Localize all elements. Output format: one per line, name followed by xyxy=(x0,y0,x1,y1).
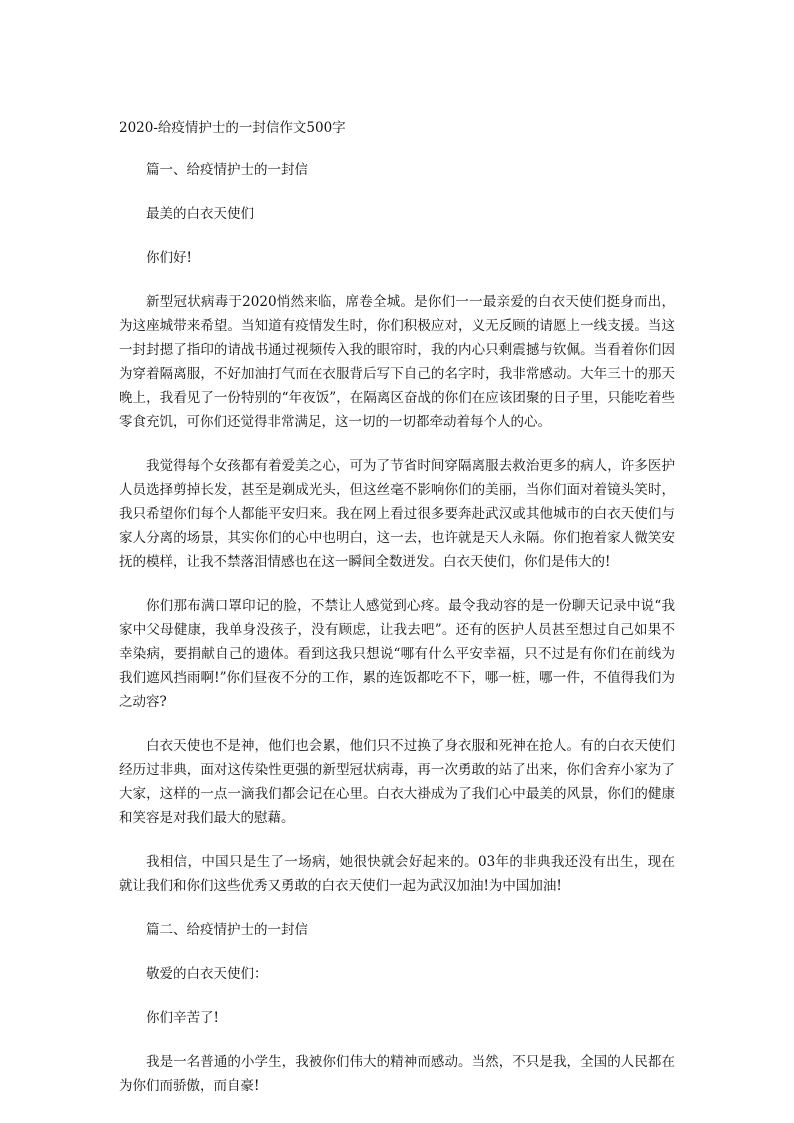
body-paragraph: 我相信，中国只是生了一场病，她很快就会好起来的。03年的非典我还没有出生，现在就让我们和你们这些优秀又勇敢的白衣天使们一起为武汉加油!为中国加油! xyxy=(119,854,675,894)
body-paragraph: 我是一名普通的小学生，我被你们伟大的精神而感动。当然，不只是我，全国的人民都在为你们而骄傲，而自豪! xyxy=(119,1054,675,1094)
body-paragraph: 新型冠状病毒于2020悄然来临，席卷全城。是你们一一最亲爱的白衣天使们挺身而出，为这座城带来希望。当知道有疫情发生时，你们积极应对，义无反顾的请愿上一线支援。当这一封封摁了指印的请战书通过视频传入我的眼帘时，我的内心只剩震撼与钦佩。当看着你们因为穿着隔离服，不好加油打气而在衣服背后写下自己的名字时，我非常感动。大年三十的那天晚上，我看见了一份特别的“年夜饭”，在隔离区奋战的你们在应该团聚的日子里，只能吃着些零食充饥，可你们还觉得非常满足，这一切的一切都牵动着每个人的心。 xyxy=(119,294,675,430)
salutation-1: 最美的白衣天使们 xyxy=(146,206,254,222)
body-paragraph: 你们那布满口罩印记的脸，不禁让人感觉到心疼。最令我动容的是一份聊天记录中说“我家中父母健康，我单身没孩子，没有顾虑，让我去吧”。还有的医护人员甚至想过自己如果不幸染病，要捐献自己的遗体。看到这我只想说“哪有什么平安幸福，只不过是有你们在前线为我们遮风挡雨啊!”你们昼夜不分的工作，累的连饭都吃不下，哪一桩，哪一件，不值得我们为之动容? xyxy=(119,598,675,710)
document-body xyxy=(119,158,675,1118)
greeting-1: 你们好! xyxy=(146,250,192,266)
section-heading-2: 篇二、给疫情护士的一封信 xyxy=(146,922,308,938)
section-heading-1: 篇一、给疫情护士的一封信 xyxy=(146,162,308,178)
document-title: 2020-给疫情护士的一封信作文500字 xyxy=(119,120,346,136)
salutation-2: 敬爱的白衣天使们： xyxy=(146,966,268,982)
body-paragraph: 我觉得每个女孩都有着爱美之心，可为了节省时间穿隔离服去救治更多的病人，许多医护人员选择剪掉长发，甚至是剃成光头，但这丝毫不影响你们的美丽，当你们面对着镜头笑时，我只希望你们每个人都能平安归来。我在网上看过很多要奔赴武汉或其他城市的白衣天使们与家人分离的场景，其实你们的心中也明白，这一去，也许就是天人永隔。你们抱着家人微笑安抚的模样，让我不禁落泪情感也在这一瞬间全数迸发。白衣天使们，你们是伟大的! xyxy=(119,458,675,570)
body-paragraph: 白衣天使也不是神，他们也会累，他们只不过换了身衣服和死神在抢人。有的白衣天使们经历过非典，面对这传染性更强的新型冠状病毒，再一次勇敢的站了出来，你们舍弃小家为了大家，这样的一点一滴我们都会记在心里。白衣大褂成为了我们心中最美的风景，你们的健康和笑容是对我们最大的慰藉。 xyxy=(119,738,675,826)
greeting-2: 你们辛苦了! xyxy=(146,1010,219,1026)
